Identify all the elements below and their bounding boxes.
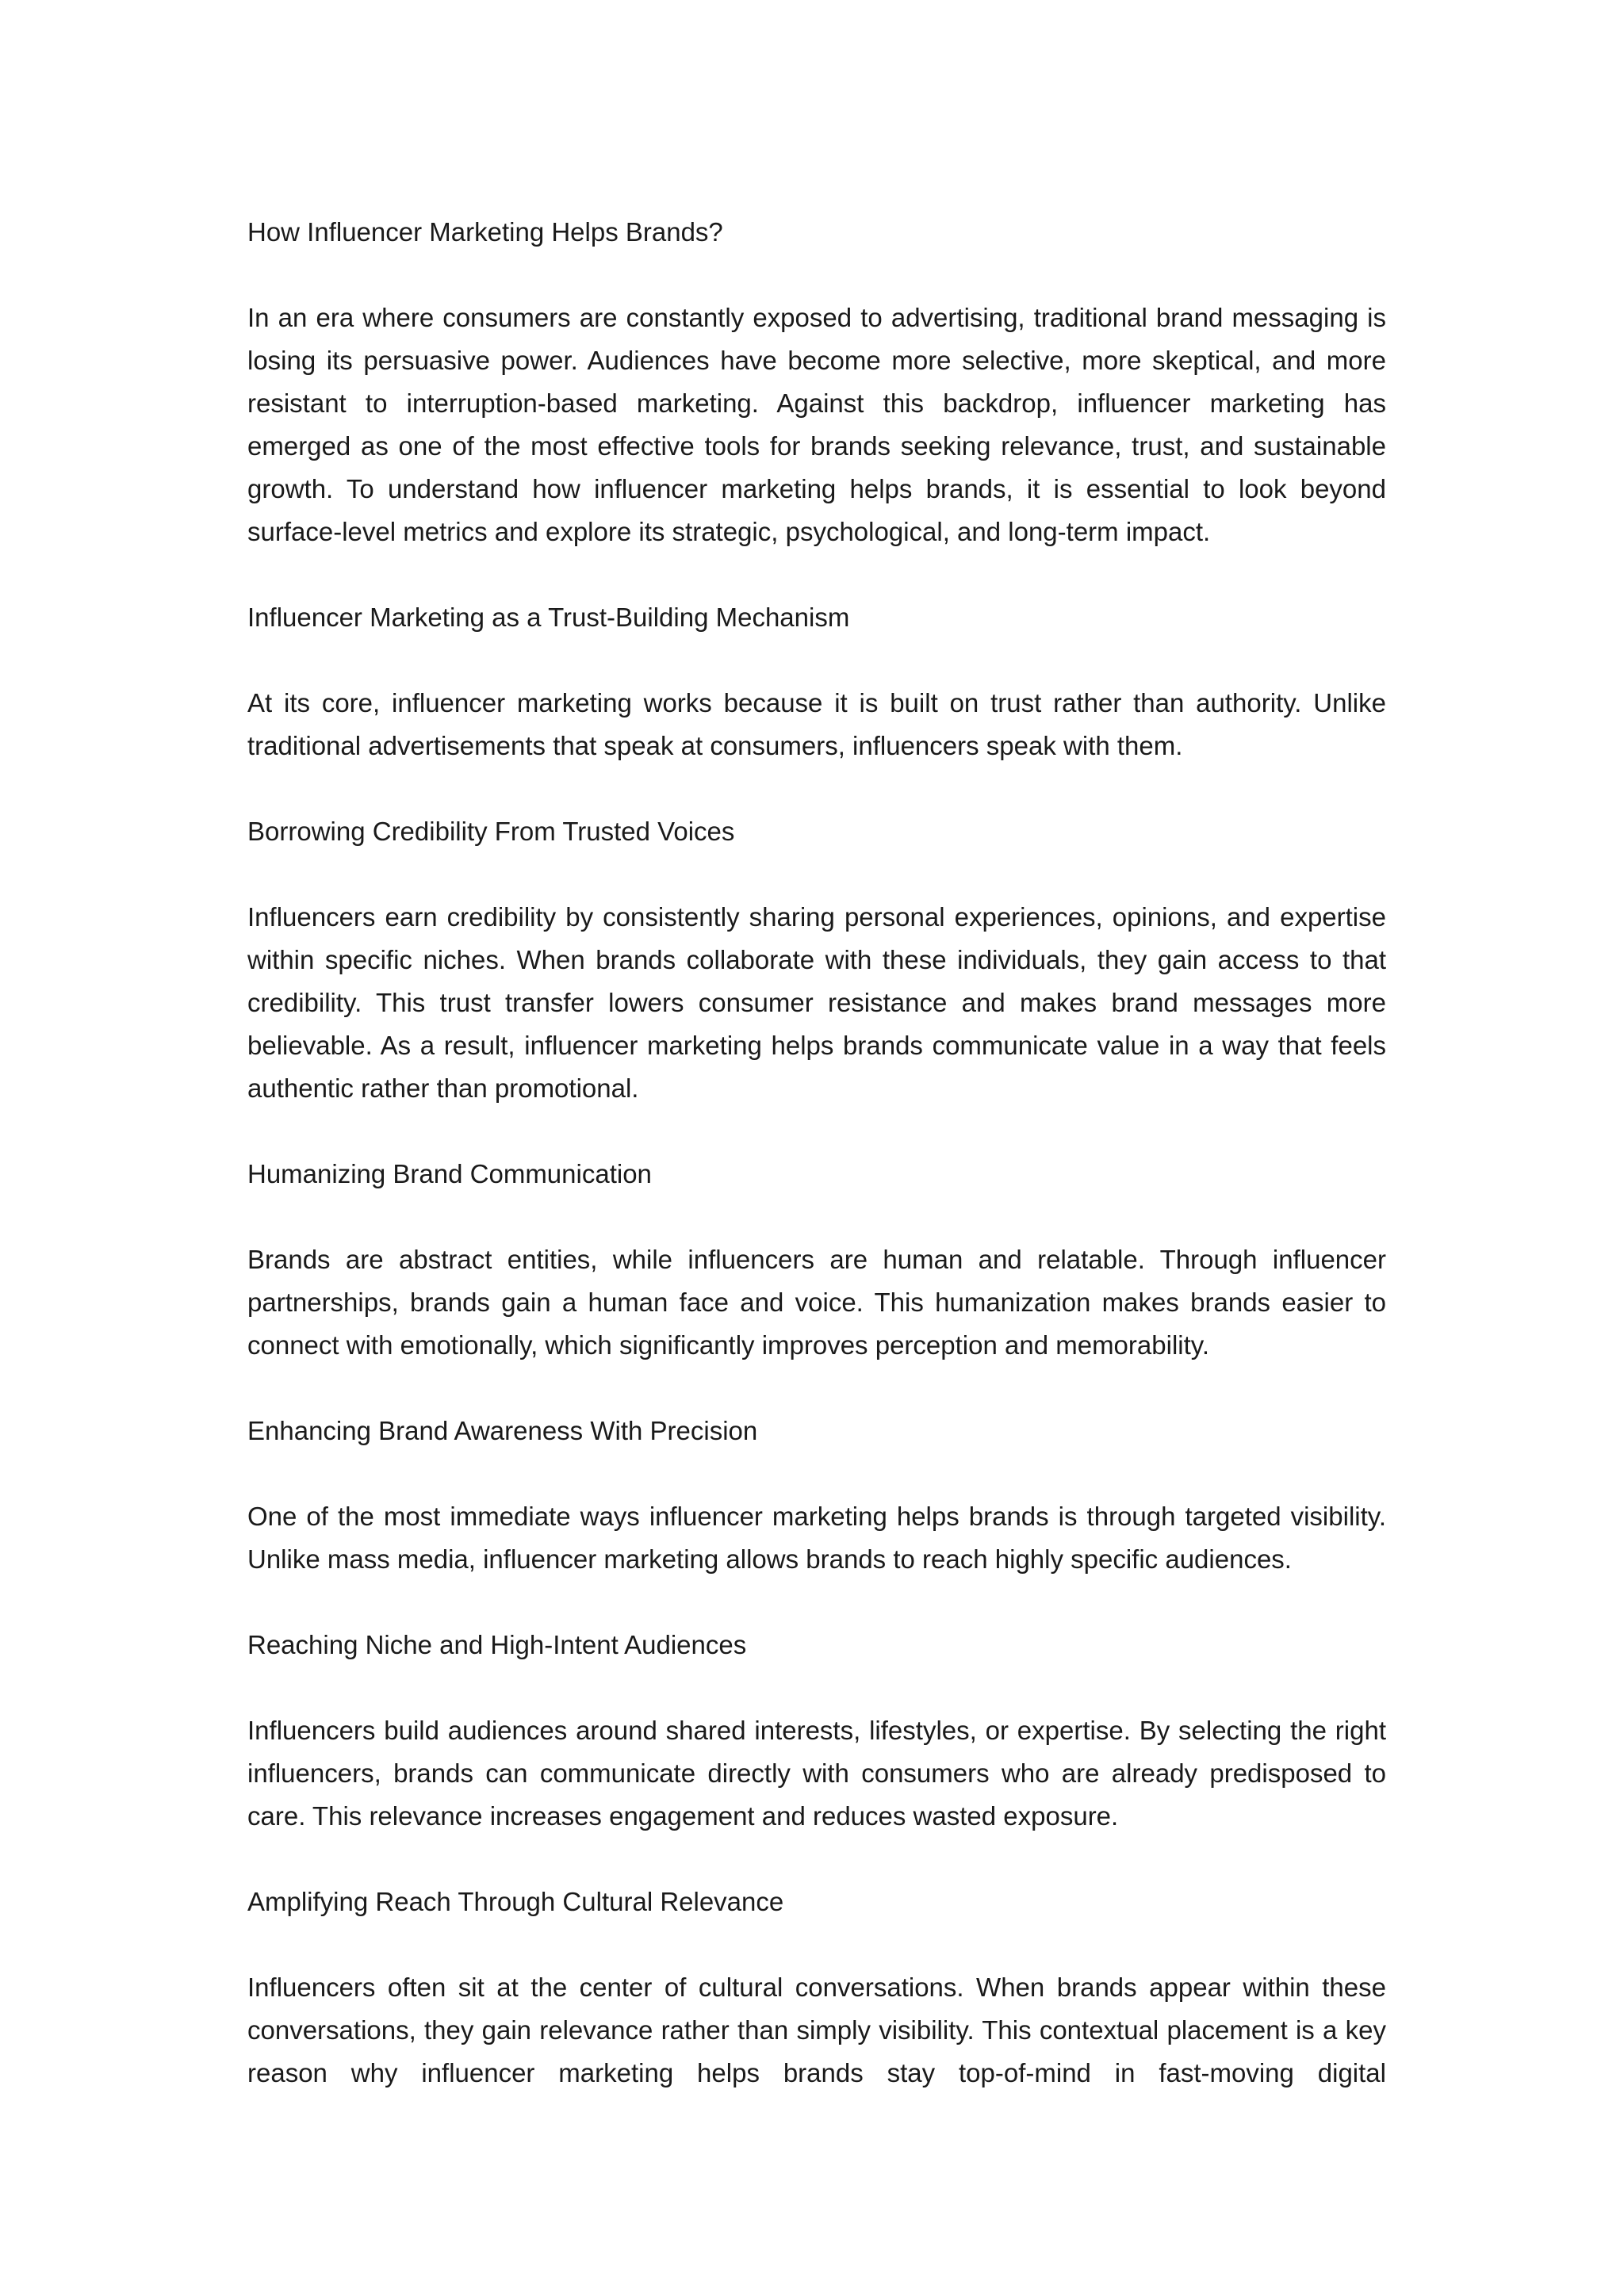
paragraph-awareness: One of the most immediate ways influencer marketing helps brands is through targeted visibility. Unlike mass media, influencer marketing allows brands to reach highly specific audiences. (247, 1502, 1386, 1574)
section-heading-niche: Reaching Niche and High-Intent Audiences (247, 1630, 747, 1659)
document-title: How Influencer Marketing Helps Brands? (247, 217, 723, 247)
document-body (247, 211, 1386, 2137)
section-heading-trust: Influencer Marketing as a Trust-Building Mechanism (247, 603, 850, 632)
paragraph-credibility: Influencers earn credibility by consistently sharing personal experiences, opinions, and expertise within specific niches. When brands collaborate with these individuals, they gain access to that credibility. This trust transfer lowers consumer resistance and makes brand messages more believable. As a result, influencer marketing helps brands communicate value in a way that feels authentic rather than promotional. (247, 902, 1386, 1103)
paragraph-niche: Influencers build audiences around shared interests, lifestyles, or expertise. By selecting the right influencers, brands can communicate directly with consumers who are already predisposed to care. This relevance increases engagement and reduces wasted exposure. (247, 1716, 1386, 1831)
paragraph-trust: At its core, influencer marketing works because it is built on trust rather than authority. Unlike traditional advertisements that speak at consumers, influencers speak with them. (247, 688, 1386, 760)
paragraph-cultural: Influencers often sit at the center of cultural conversations. When brands appear within these conversations, they gain relevance rather than simply visibility. This contextual placement is a key reason why influencer marketing helps brands stay top-of-mind in fast-moving digital (247, 1973, 1386, 2087)
section-heading-awareness: Enhancing Brand Awareness With Precision (247, 1416, 758, 1445)
section-heading-cultural: Amplifying Reach Through Cultural Relevance (247, 1887, 784, 1916)
paragraph-intro: In an era where consumers are constantly exposed to advertising, traditional brand messaging is losing its persuasive power. Audiences have become more selective, more skeptical, and more resistant to interruption-based marketing. Against this backdrop, influencer marketing has emerged as one of the most effective tools for brands seeking relevance, trust, and sustainable growth. To understand how influencer marketing helps brands, it is essential to look beyond surface-level metrics and explore its strategic, psychological, and long-term impact. (247, 303, 1386, 546)
section-heading-credibility: Borrowing Credibility From Trusted Voices (247, 817, 735, 846)
paragraph-humanizing: Brands are abstract entities, while influencers are human and relatable. Through influencer partnerships, brands gain a human face and voice. This humanization makes brands easier to connect with emotionally, which significantly improves perception and memorability. (247, 1245, 1386, 1360)
section-heading-humanizing: Humanizing Brand Communication (247, 1159, 652, 1188)
